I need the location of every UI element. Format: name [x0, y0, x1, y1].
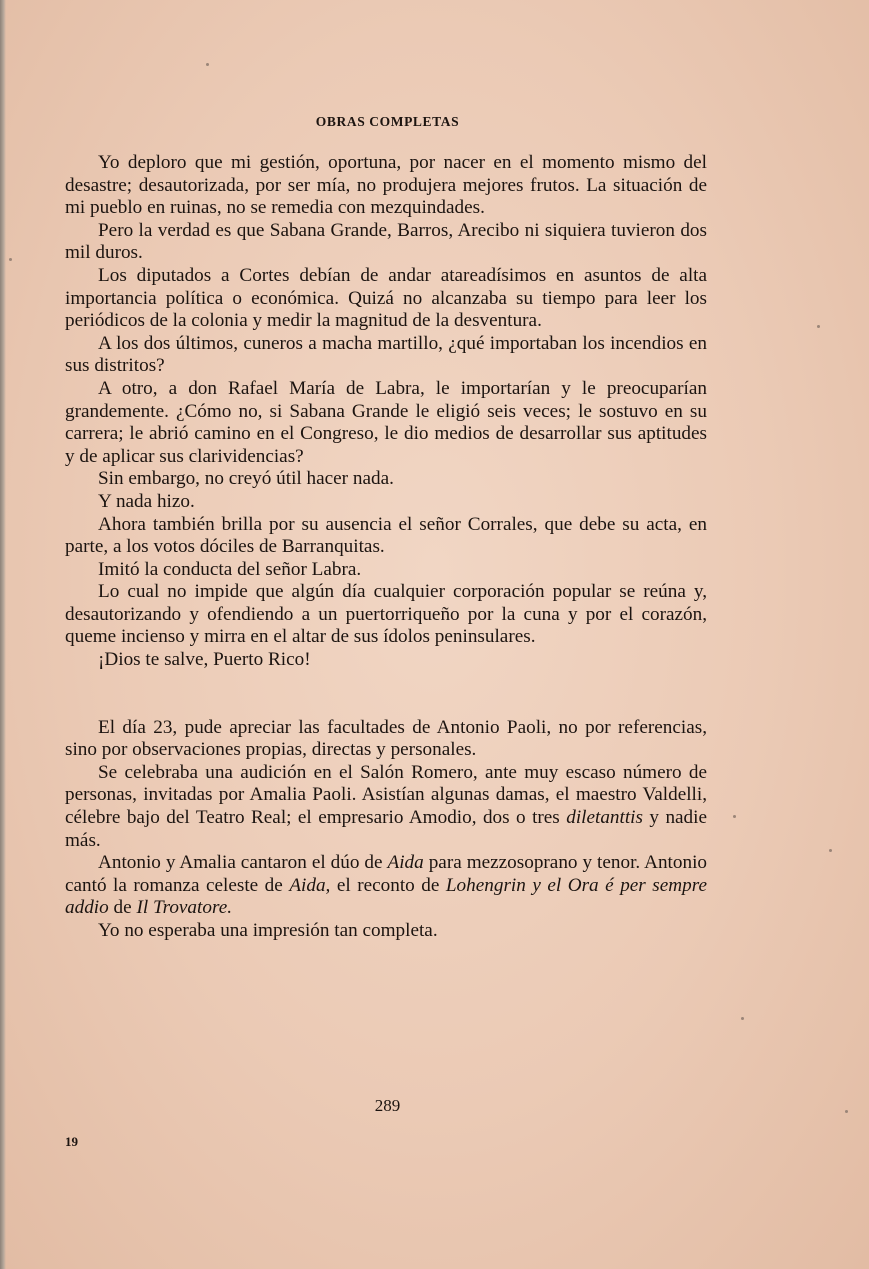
- italic-title: Il Trovatore.: [136, 897, 233, 919]
- paragraph: Ahora también brilla por su ausencia el señor Corrales, que debe su acta, en parte, a los votos dóciles de Barranquitas.: [65, 513, 707, 558]
- paragraph: Yo no esperaba una impresión tan completa.: [98, 920, 438, 941]
- italic-title: Aida,: [289, 874, 331, 896]
- signature-mark: 19: [65, 1134, 78, 1149]
- paper-speck: [741, 1017, 744, 1020]
- body-text: [65, 152, 707, 943]
- page-number: 289: [374, 1096, 401, 1115]
- italic-term: diletanttis: [566, 807, 643, 829]
- paragraph: Los diputados a Cortes debían de andar atareadísimos en asuntos de alta importancia política o económica. Quizá no alcanzaba su tiempo para leer los periódicos de la colonia y medir la magnitud de la desventura.: [65, 264, 707, 332]
- paper-speck: [206, 63, 209, 66]
- paper-speck: [829, 849, 832, 852]
- section-break: [65, 672, 707, 717]
- paper-speck: [733, 815, 736, 818]
- running-head: OBRAS COMPLETAS: [315, 114, 460, 129]
- paragraph: Y nada hizo.: [98, 490, 195, 512]
- italic-title: Aida: [387, 852, 424, 874]
- paragraph: Lo cual no impide que algún día cualquier corporación popular se reúna y, desautorizando y ofendiendo a un puertorriqueño por la cuna y por el corazón, queme incienso y mirra en el altar de sus ídolos peninsulares.: [65, 581, 707, 648]
- paragraph: ¡Dios te salve, Puerto Rico!: [98, 649, 311, 671]
- text-run: y nadie más.: [65, 807, 707, 851]
- italic-title: Lohengrin y el Ora é per sempre addio: [65, 874, 707, 919]
- text-run: el reconto de: [330, 874, 446, 896]
- paper-speck: [9, 258, 12, 261]
- paragraph: Sin embargo, no creyó útil hacer nada.: [98, 468, 394, 490]
- paragraph: Imitó la conducta del señor Labra.: [98, 558, 362, 580]
- paragraph: A los dos últimos, cuneros a macha martillo, ¿qué importaban los incendios en sus distritos?: [65, 332, 707, 377]
- text-run: para mezzosoprano y tenor. Antonio cantó la romanza celeste de: [65, 852, 707, 896]
- paragraph: Pero la verdad es que Sabana Grande, Barros, Arecibo ni siquiera tuvieron dos mil duros.: [65, 219, 707, 264]
- paragraph: A otro, a don Rafael María de Labra, le importarían y le preocuparían grandemente. ¿Cómo no, si Sabana Grande le eligió seis veces; le sostuvo en su carrera; le abrió camino en el Congreso, le dio medios de desarrollar sus aptitudes y de aplicar sus clarividencias?: [65, 377, 707, 467]
- page-binding-edge: [0, 0, 6, 1269]
- paragraph: [65, 852, 707, 920]
- paragraph: El día 23, pude apreciar las facultades de Antonio Paoli, no por referencias, sino por observaciones propias, directas y personales.: [65, 716, 707, 761]
- text-run: de: [108, 897, 137, 919]
- paragraph: [65, 762, 707, 852]
- text-run: Antonio y Amalia cantaron el dúo de: [98, 852, 388, 874]
- paragraph: Yo deploro que mi gestión, oportuna, por nacer en el momento mismo del desastre; desautorizada, por ser mía, no produjera mejores frutos. La situación de mi pueblo en ruinas, no se remedia con mezquindades.: [65, 152, 707, 219]
- paper-speck: [817, 325, 820, 328]
- text-run: Se celebraba una audición en el Salón Romero, ante muy escaso número de personas, invitadas por Amalia Paoli. Asistían algunas damas, el maestro Valdelli, célebre bajo del Teatro Real; el empresario Amodio, dos o tres: [65, 761, 707, 829]
- paper-speck: [845, 1110, 848, 1113]
